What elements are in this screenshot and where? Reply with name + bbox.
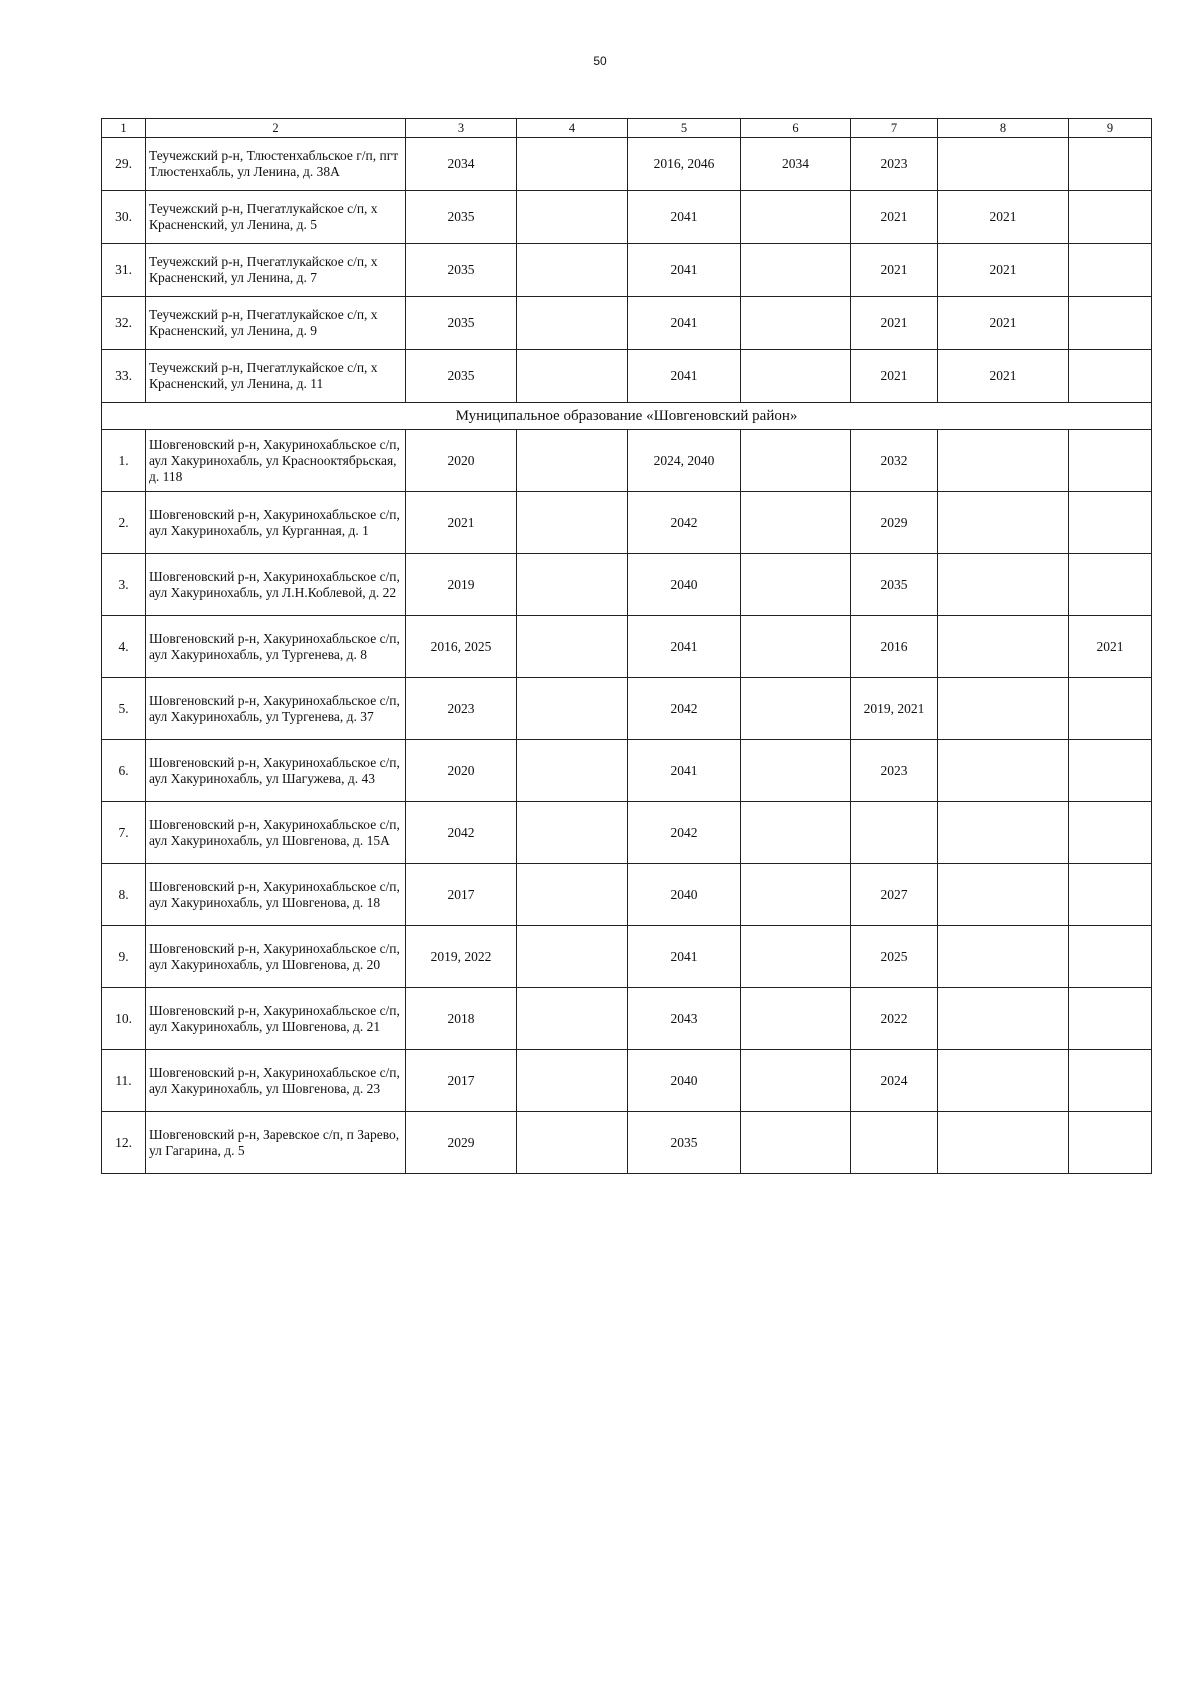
address-cell: Шовгеновский р-н, Хакуринохабльское с/п, аул Хакуринохабль, ул Краснооктябрьская, д. 118 — [146, 430, 406, 492]
column-header: 1 — [102, 119, 146, 138]
col9-cell — [1069, 802, 1152, 864]
col3-cell: 2018 — [406, 988, 517, 1050]
address-cell: Шовгеновский р-н, Хакуринохабльское с/п, аул Хакуринохабль, ул Шагужева, д. 43 — [146, 740, 406, 802]
col6-cell — [741, 1050, 851, 1112]
address-cell: Шовгеновский р-н, Хакуринохабльское с/п, аул Хакуринохабль, ул Л.Н.Коблевой, д. 22 — [146, 554, 406, 616]
table-row — [102, 1112, 1152, 1174]
col5-cell: 2041 — [628, 616, 741, 678]
col8-cell — [938, 430, 1069, 492]
col8-cell: 2021 — [938, 191, 1069, 244]
col4-cell — [517, 350, 628, 403]
col6-cell — [741, 926, 851, 988]
col9-cell — [1069, 926, 1152, 988]
col9-cell — [1069, 554, 1152, 616]
col3-cell: 2035 — [406, 350, 517, 403]
address-cell: Теучежский р-н, Пчегатлукайское с/п, х Красненский, ул Ленина, д. 5 — [146, 191, 406, 244]
row-number-cell: 31. — [102, 244, 146, 297]
col3-cell: 2019, 2022 — [406, 926, 517, 988]
table-body — [102, 119, 1152, 1174]
row-number-cell: 11. — [102, 1050, 146, 1112]
col3-cell: 2016, 2025 — [406, 616, 517, 678]
address-cell: Шовгеновский р-н, Хакуринохабльское с/п, аул Хакуринохабль, ул Шовгенова, д. 23 — [146, 1050, 406, 1112]
col3-cell: 2035 — [406, 244, 517, 297]
col7-cell: 2024 — [851, 1050, 938, 1112]
col7-cell: 2021 — [851, 350, 938, 403]
col3-cell: 2035 — [406, 191, 517, 244]
row-number-cell: 29. — [102, 138, 146, 191]
col5-cell: 2040 — [628, 1050, 741, 1112]
col9-cell — [1069, 350, 1152, 403]
address-cell: Шовгеновский р-н, Заревское с/п, п Зарево, ул Гагарина, д. 5 — [146, 1112, 406, 1174]
col4-cell — [517, 492, 628, 554]
col6-cell — [741, 1112, 851, 1174]
table-row — [102, 297, 1152, 350]
col3-cell: 2034 — [406, 138, 517, 191]
col3-cell: 2017 — [406, 864, 517, 926]
col4-cell — [517, 926, 628, 988]
column-header: 9 — [1069, 119, 1152, 138]
col7-cell: 2019, 2021 — [851, 678, 938, 740]
col5-cell: 2024, 2040 — [628, 430, 741, 492]
table-row — [102, 492, 1152, 554]
col3-cell: 2035 — [406, 297, 517, 350]
col6-cell — [741, 430, 851, 492]
col5-cell: 2040 — [628, 554, 741, 616]
col6-cell — [741, 191, 851, 244]
col4-cell — [517, 1050, 628, 1112]
col6-cell — [741, 297, 851, 350]
table-row — [102, 616, 1152, 678]
row-number-cell: 12. — [102, 1112, 146, 1174]
address-cell: Теучежский р-н, Пчегатлукайское с/п, х Красненский, ул Ленина, д. 9 — [146, 297, 406, 350]
col4-cell — [517, 244, 628, 297]
address-cell: Шовгеновский р-н, Хакуринохабльское с/п, аул Хакуринохабль, ул Шовгенова, д. 18 — [146, 864, 406, 926]
col6-cell — [741, 616, 851, 678]
col3-cell: 2042 — [406, 802, 517, 864]
col3-cell: 2029 — [406, 1112, 517, 1174]
col6-cell — [741, 350, 851, 403]
col8-cell — [938, 988, 1069, 1050]
column-header: 5 — [628, 119, 741, 138]
col8-cell — [938, 1112, 1069, 1174]
col5-cell: 2016, 2046 — [628, 138, 741, 191]
col6-cell — [741, 740, 851, 802]
col8-cell — [938, 492, 1069, 554]
col4-cell — [517, 191, 628, 244]
col6-cell — [741, 492, 851, 554]
section-row — [102, 403, 1152, 430]
col9-cell — [1069, 138, 1152, 191]
col5-cell: 2042 — [628, 492, 741, 554]
row-number-cell: 9. — [102, 926, 146, 988]
col7-cell: 2025 — [851, 926, 938, 988]
col7-cell: 2021 — [851, 191, 938, 244]
section-title: Муниципальное образование «Шовгеновский район» — [102, 403, 1152, 430]
address-cell: Шовгеновский р-н, Хакуринохабльское с/п, аул Хакуринохабль, ул Тургенева, д. 37 — [146, 678, 406, 740]
table-row — [102, 430, 1152, 492]
col7-cell — [851, 1112, 938, 1174]
table-row — [102, 802, 1152, 864]
col7-cell — [851, 802, 938, 864]
col4-cell — [517, 988, 628, 1050]
col4-cell — [517, 616, 628, 678]
table-row — [102, 926, 1152, 988]
table-row — [102, 191, 1152, 244]
col9-cell — [1069, 678, 1152, 740]
col5-cell: 2035 — [628, 1112, 741, 1174]
column-header: 6 — [741, 119, 851, 138]
address-cell: Шовгеновский р-н, Хакуринохабльское с/п, аул Хакуринохабль, ул Тургенева, д. 8 — [146, 616, 406, 678]
table-row — [102, 678, 1152, 740]
col7-cell: 2016 — [851, 616, 938, 678]
column-header: 3 — [406, 119, 517, 138]
col9-cell — [1069, 430, 1152, 492]
col7-cell: 2035 — [851, 554, 938, 616]
column-header: 4 — [517, 119, 628, 138]
col5-cell: 2041 — [628, 297, 741, 350]
address-cell: Шовгеновский р-н, Хакуринохабльское с/п, аул Хакуринохабль, ул Шовгенова, д. 20 — [146, 926, 406, 988]
col9-cell: 2021 — [1069, 616, 1152, 678]
row-number-cell: 10. — [102, 988, 146, 1050]
col8-cell — [938, 1050, 1069, 1112]
column-number-row — [102, 119, 1152, 138]
address-cell: Шовгеновский р-н, Хакуринохабльское с/п, аул Хакуринохабль, ул Шовгенова, д. 15А — [146, 802, 406, 864]
col3-cell: 2021 — [406, 492, 517, 554]
col3-cell: 2020 — [406, 740, 517, 802]
address-cell: Шовгеновский р-н, Хакуринохабльское с/п, аул Хакуринохабль, ул Шовгенова, д. 21 — [146, 988, 406, 1050]
col3-cell: 2019 — [406, 554, 517, 616]
row-number-cell: 2. — [102, 492, 146, 554]
col7-cell: 2027 — [851, 864, 938, 926]
col6-cell — [741, 244, 851, 297]
col5-cell: 2040 — [628, 864, 741, 926]
table-row — [102, 740, 1152, 802]
col7-cell: 2032 — [851, 430, 938, 492]
col7-cell: 2021 — [851, 244, 938, 297]
col5-cell: 2041 — [628, 740, 741, 802]
col3-cell: 2020 — [406, 430, 517, 492]
row-number-cell: 30. — [102, 191, 146, 244]
table-row — [102, 244, 1152, 297]
col9-cell — [1069, 1050, 1152, 1112]
table-row — [102, 1050, 1152, 1112]
schedule-table — [101, 118, 1152, 1174]
col7-cell: 2029 — [851, 492, 938, 554]
table-row — [102, 988, 1152, 1050]
col4-cell — [517, 864, 628, 926]
col8-cell — [938, 138, 1069, 191]
col6-cell — [741, 802, 851, 864]
col4-cell — [517, 138, 628, 191]
col8-cell — [938, 864, 1069, 926]
col8-cell — [938, 926, 1069, 988]
col5-cell: 2042 — [628, 678, 741, 740]
address-cell: Теучежский р-н, Тлюстенхабльское г/п, пгт Тлюстенхабль, ул Ленина, д. 38А — [146, 138, 406, 191]
col7-cell: 2022 — [851, 988, 938, 1050]
address-cell: Теучежский р-н, Пчегатлукайское с/п, х Красненский, ул Ленина, д. 7 — [146, 244, 406, 297]
column-header: 7 — [851, 119, 938, 138]
row-number-cell: 33. — [102, 350, 146, 403]
row-number-cell: 1. — [102, 430, 146, 492]
col9-cell — [1069, 1112, 1152, 1174]
col4-cell — [517, 802, 628, 864]
col8-cell: 2021 — [938, 244, 1069, 297]
col6-cell: 2034 — [741, 138, 851, 191]
col9-cell — [1069, 297, 1152, 350]
col5-cell: 2041 — [628, 926, 741, 988]
address-cell: Шовгеновский р-н, Хакуринохабльское с/п, аул Хакуринохабль, ул Курганная, д. 1 — [146, 492, 406, 554]
col8-cell — [938, 616, 1069, 678]
col8-cell: 2021 — [938, 350, 1069, 403]
col4-cell — [517, 297, 628, 350]
col7-cell: 2023 — [851, 740, 938, 802]
col7-cell: 2023 — [851, 138, 938, 191]
col5-cell: 2043 — [628, 988, 741, 1050]
col5-cell: 2041 — [628, 191, 741, 244]
row-number-cell: 5. — [102, 678, 146, 740]
col9-cell — [1069, 244, 1152, 297]
col5-cell: 2041 — [628, 350, 741, 403]
col9-cell — [1069, 191, 1152, 244]
col7-cell: 2021 — [851, 297, 938, 350]
col8-cell — [938, 678, 1069, 740]
col6-cell — [741, 988, 851, 1050]
row-number-cell: 8. — [102, 864, 146, 926]
col3-cell: 2023 — [406, 678, 517, 740]
table-row — [102, 138, 1152, 191]
col8-cell: 2021 — [938, 297, 1069, 350]
row-number-cell: 7. — [102, 802, 146, 864]
col9-cell — [1069, 988, 1152, 1050]
col6-cell — [741, 864, 851, 926]
row-number-cell: 6. — [102, 740, 146, 802]
col5-cell: 2041 — [628, 244, 741, 297]
column-header: 8 — [938, 119, 1069, 138]
col8-cell — [938, 740, 1069, 802]
page-number: 50 — [593, 54, 607, 68]
col4-cell — [517, 1112, 628, 1174]
table-row — [102, 554, 1152, 616]
col4-cell — [517, 678, 628, 740]
col6-cell — [741, 678, 851, 740]
column-header: 2 — [146, 119, 406, 138]
col9-cell — [1069, 864, 1152, 926]
col4-cell — [517, 740, 628, 802]
row-number-cell: 32. — [102, 297, 146, 350]
table-row — [102, 864, 1152, 926]
row-number-cell: 4. — [102, 616, 146, 678]
col9-cell — [1069, 740, 1152, 802]
table-row — [102, 350, 1152, 403]
row-number-cell: 3. — [102, 554, 146, 616]
col6-cell — [741, 554, 851, 616]
col8-cell — [938, 802, 1069, 864]
col5-cell: 2042 — [628, 802, 741, 864]
col4-cell — [517, 554, 628, 616]
col9-cell — [1069, 492, 1152, 554]
col3-cell: 2017 — [406, 1050, 517, 1112]
col8-cell — [938, 554, 1069, 616]
address-cell: Теучежский р-н, Пчегатлукайское с/п, х Красненский, ул Ленина, д. 11 — [146, 350, 406, 403]
col4-cell — [517, 430, 628, 492]
